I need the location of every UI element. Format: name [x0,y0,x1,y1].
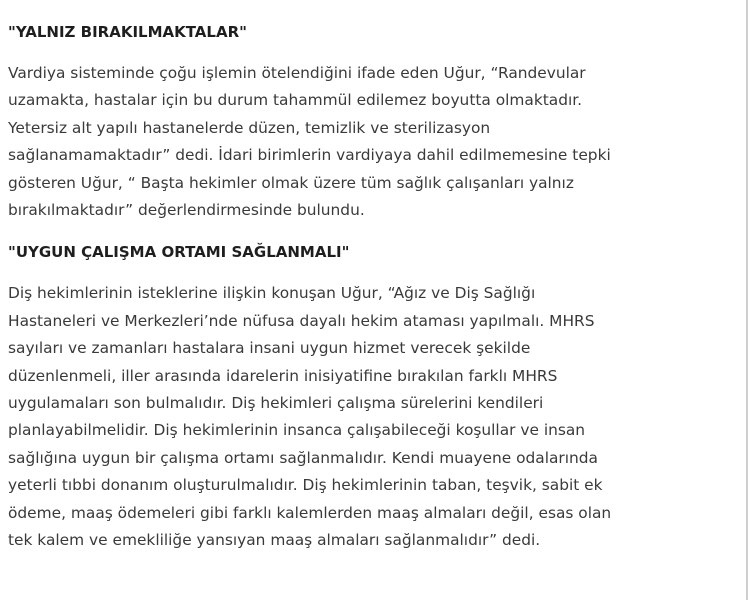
paragraph-line: sağlanamamaktadır” dedi. İdari birimlerin vardiyaya dahil edilmemesine tepki [8,146,611,165]
paragraph-line: ödeme, maaş ödemeleri gibi farklı kalemlerden maaş almaları değil, esas olan [8,503,612,522]
paragraph-line: Vardiya sisteminde çoğu işlemin ötelendiğini ifade eden Uğur, “Randevular [8,64,586,82]
paragraph-line: Hastaneleri ve Merkezleri’nde nüfusa dayalı hekim ataması yapılmalı. MHRS [8,311,595,330]
section-heading-alone: "YALNIZ BIRAKILMAKTALAR" [8,23,247,41]
section-paragraph-alone [8,60,732,224]
paragraph-line: yeterli tıbbi donanım oluşturulmalıdır. Diş hekimlerinin taban, teşvik, sabit ek [8,476,603,495]
paragraph-line: sayıları ve zamanları hastalara insani uygun hizmet verecek şekilde [8,339,531,358]
paragraph-line: bırakılmaktadır” değerlendirmesinde bulundu. [8,201,365,220]
paragraph-line: uygulamaları son bulmalıdır. Diş hekimleri çalışma sürelerini kendileri [8,394,544,413]
paragraph-line: uzamakta, hastalar için bu durum tahammül edilemez boyutta olmaktadır. [8,91,583,110]
section-heading-work-environment: "UYGUN ÇALIŞMA ORTAMI SAĞLANMALI" [8,243,350,262]
paragraph-line: sağlığına uygun bir çalışma ortamı sağlanmalıdır. Kendi muayene odalarında [8,448,598,467]
paragraph-line: gösteren Uğur, “ Başta hekimler olmak üzere tüm sağlık çalışanları yalnız [8,173,574,192]
paragraph-line: planlayabilmelidir. Diş hekimlerinin insanca çalışabileceği koşullar ve insan [8,421,586,440]
section-paragraph-work-environment [8,280,732,554]
paragraph-line: Yetersiz alt yapılı hastanelerde düzen, temizlik ve sterilizasyon [8,118,491,137]
paragraph-line: tek kalem ve emekliliğe yansıyan maaş almaları sağlanmalıdır” dedi. [8,531,541,550]
paragraph-line: düzenlenmeli, iller arasında idarelerin inisiyatifine bırakılan farklı MHRS [8,366,558,385]
paragraph-line: Diş hekimlerinin isteklerine ilişkin konuşan Uğur, “Ağız ve Diş Sağlığı [8,284,536,303]
